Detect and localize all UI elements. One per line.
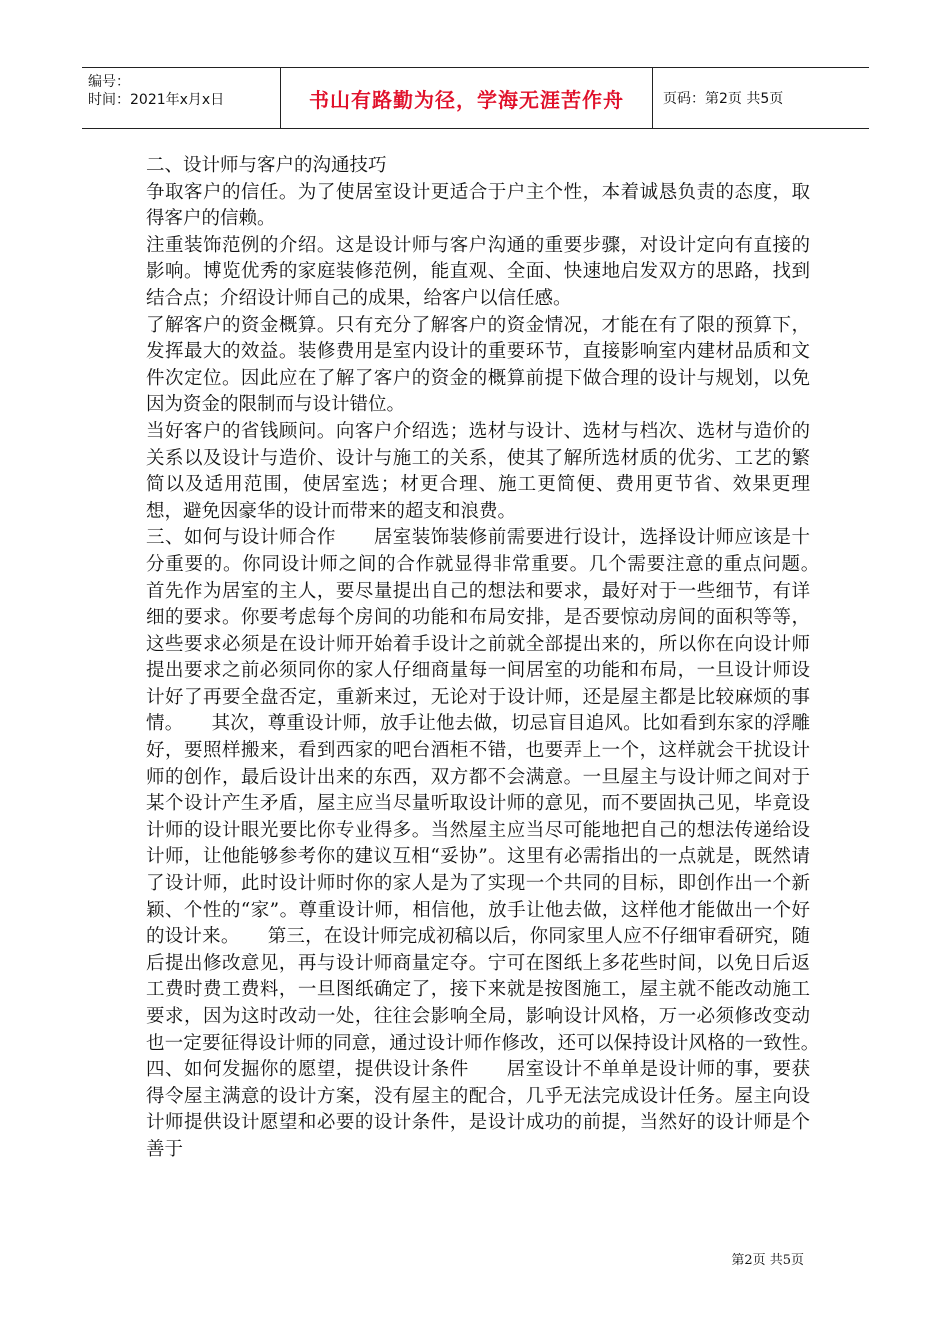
body-paragraph: 当好客户的省钱顾问。向客户介绍选；选材与设计、选材与档次、选材与造价的关系以及设计与造价、设计与施工的关系，使其了解所选材质的优劣、工艺的繁简以及适用范围，使居室选；材更合理、施工更简便、费用更节省、效果更理想，避免因豪华的设计而带来的超支和浪费。 bbox=[146, 420, 810, 522]
page-footer: 第2页 共5页 bbox=[731, 1253, 804, 1268]
body-paragraph: 注重装饰范例的介绍。这是设计师与客户沟通的重要步骤，对设计定向有直接的影响。博览优秀的家庭装修范例，能直观、全面、快速地启发双方的思路，找到结合点；介绍设计师自己的成果，给客户以信任感。 bbox=[146, 234, 810, 309]
page-header bbox=[82, 67, 869, 129]
body-paragraph: 三、如何与设计师合作 居室装饰装修前需要进行设计，选择设计师应该是十分重要的。你同设计师之间的合作就显得非常重要。几个需要注意的重点问题。 首先作为居室的主人，要尽量提出自己的想法和要求，最好对于一些细节，有详细的要求。你要考虑每个房间的功能和布局安排，是否要惊动房间的面积等等，这些要求必须是在设计师开始着手设计之前就全部提出来的，所以你在向设计师提出要求之前必须同你的家人仔细商量每一间居室的功能和布局，一旦设计师设计好了再要全盘否定，重新来过，无论对于设计师，还是屋主都是比较麻烦的事情。 其次，尊重设计师，放手让他去做，切忌盲目追风。比如看到东家的浮雕好，要照样搬来，看到西家的吧台酒柜不错，也要弄上一个，这样就会干扰设计师的创作，最后设计出来的东西，双方都不会满意。一旦屋主与设计师之间对于某个设计产生矛盾，屋主应当尽量听取设计师的意见，而不要固执己见，毕竟设计师的设计眼光要比你专业得多。当然屋主应当尽可能地把自己的想法传递给设计师，让他能够参考你的建议互相“妥协”。这里有必需指出的一点就是，既然请了设计师，此时设计师时你的家人是为了实现一个共同的目标，即创作出一个新颖、个性的“家”。尊重设计师，相信他，放手让他去做，这样他才能做出一个好的设计来。 第三，在设计师完成初稿以后，你同家里人应不仔细审看研究，随后提出修改意见，再与设计师商量定夺。宁可在图纸上多花些时间，以免日后返工费时费工费料，一旦图纸确定了，接下来就是按图施工，屋主就不能改动施工要求，因为这时改动一处，往往会影响全局，影响设计风格，万一必须修改变动也一定要征得设计师的同意，通过设计师作修改，还可以保持设计风格的一致性。 四、如何发掘你的愿望，提供设计条件 居室设计不单单是设计师的事，要获得令屋主满意的设计方案，没有屋主的配合，几乎无法完成设计任务。屋主向设计师提供设计愿望和必要的设计条件，是设计成功的前提，当然好的设计师是个善于 bbox=[146, 527, 848, 1160]
document-number-label: 编号： bbox=[88, 74, 130, 90]
header-meta bbox=[82, 68, 281, 128]
body-paragraph: 了解客户的资金概算。只有充分了解客户的资金情况，才能在有了限的预算下，发挥最大的效益。装修费用是室内设计的重要环节，直接影响室内建材品质和文件次定位。因此应在了解了客户的资金的概算前提下做合理的设计与规划，以免因为资金的限制而与设计错位。 bbox=[146, 314, 810, 416]
header-motto: 书山有路勤为径，学海无涯苦作舟 bbox=[281, 68, 653, 128]
document-body bbox=[146, 153, 848, 1164]
body-paragraph: 争取客户的信任。为了使居室设计更适合于户主个性，本着诚恳负责的态度，取得客户的信赖。 bbox=[146, 181, 810, 230]
document-time-label: 时间：2021年x月x日 bbox=[88, 92, 225, 108]
section-heading: 二、设计师与客户的沟通技巧 bbox=[146, 155, 387, 176]
header-page-info: 页码：第2页 共5页 bbox=[663, 91, 784, 107]
